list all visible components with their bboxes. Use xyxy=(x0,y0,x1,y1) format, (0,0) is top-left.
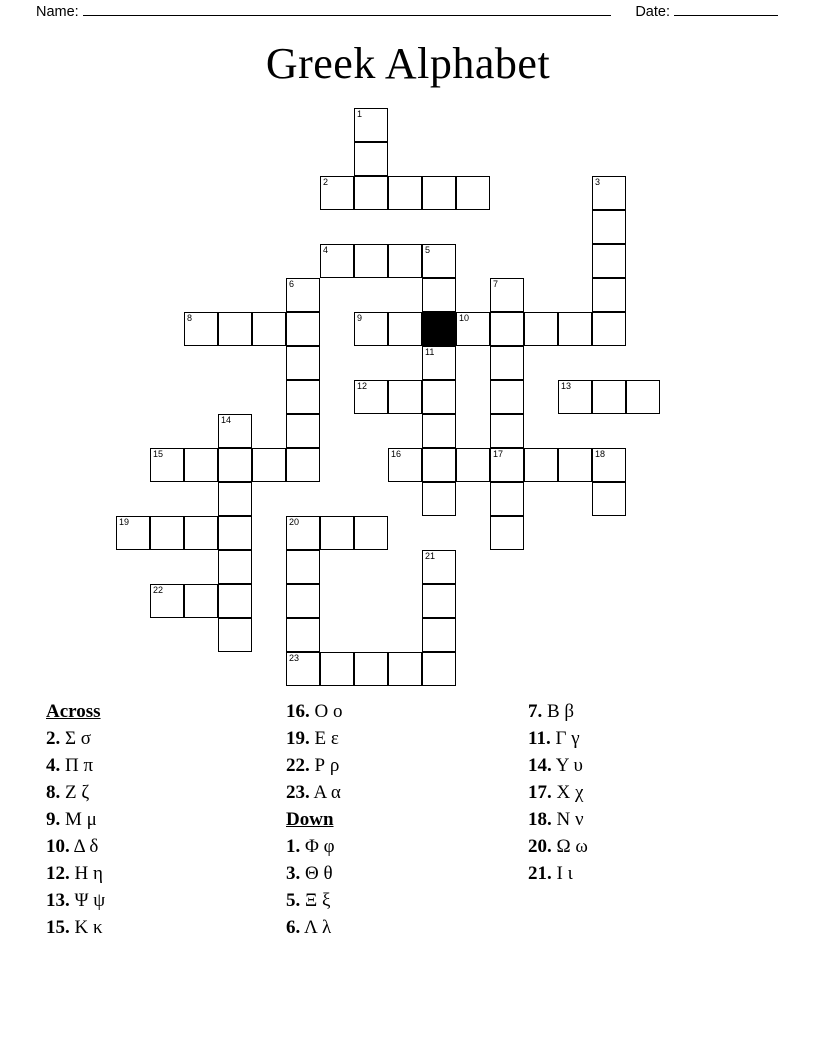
grid-cell[interactable] xyxy=(558,312,592,346)
clue-number: 2. xyxy=(46,728,61,749)
grid-cell[interactable] xyxy=(354,652,388,686)
clue-item xyxy=(286,779,516,806)
grid-cell[interactable] xyxy=(626,380,660,414)
name-write-line[interactable] xyxy=(83,15,612,16)
clue-text: Υ υ xyxy=(551,755,583,776)
grid-cell[interactable] xyxy=(286,380,320,414)
grid-cell-number: 15 xyxy=(153,449,164,459)
clue-item xyxy=(46,752,276,779)
grid-cell[interactable] xyxy=(286,278,320,312)
grid-cell-number: 4 xyxy=(323,245,329,255)
clue-item xyxy=(46,833,276,860)
grid-cell[interactable] xyxy=(320,516,354,550)
grid-cell[interactable] xyxy=(422,244,456,278)
grid-cell[interactable] xyxy=(388,244,422,278)
grid-cell-number: 23 xyxy=(289,653,300,663)
page-title: Greek Alphabet xyxy=(265,39,551,88)
clue-number: 14. xyxy=(528,755,552,776)
grid-cell[interactable] xyxy=(456,312,490,346)
clues-column-3 xyxy=(528,698,768,887)
clue-item xyxy=(286,887,516,914)
grid-cell[interactable] xyxy=(218,414,252,448)
clue-item xyxy=(46,779,276,806)
grid-cell-number: 18 xyxy=(595,449,606,459)
grid-cell[interactable] xyxy=(490,448,524,482)
grid-cell-number: 3 xyxy=(595,177,601,187)
grid-cell[interactable] xyxy=(286,414,320,448)
clue-number: 18. xyxy=(528,809,552,830)
clue-number: 7. xyxy=(528,701,543,722)
clue-text: Γ γ xyxy=(550,728,580,749)
grid-cell[interactable] xyxy=(422,618,456,652)
grid-cell[interactable] xyxy=(524,312,558,346)
grid-cell-number: 1 xyxy=(357,109,363,119)
grid-cell-number: 19 xyxy=(119,517,130,527)
clue-text: Ψ ψ xyxy=(69,890,106,911)
grid-cell[interactable] xyxy=(354,176,388,210)
grid-cell[interactable] xyxy=(490,312,524,346)
grid-cell[interactable] xyxy=(388,652,422,686)
grid-cell[interactable] xyxy=(422,176,456,210)
grid-cell[interactable] xyxy=(252,312,286,346)
grid-cell[interactable] xyxy=(456,176,490,210)
grid-cell[interactable] xyxy=(388,380,422,414)
grid-cell[interactable] xyxy=(456,448,490,482)
clues-section xyxy=(0,698,816,948)
clue-text: Φ φ xyxy=(300,836,335,857)
clue-number: 4. xyxy=(46,755,61,776)
crossword-grid[interactable] xyxy=(0,108,816,698)
grid-cell[interactable] xyxy=(286,346,320,380)
grid-cell[interactable] xyxy=(490,414,524,448)
grid-cell-number: 5 xyxy=(425,245,431,255)
grid-cell[interactable] xyxy=(286,652,320,686)
grid-cell[interactable] xyxy=(218,312,252,346)
grid-cell[interactable] xyxy=(422,380,456,414)
clue-number: 21. xyxy=(528,863,552,884)
grid-cell-number: 10 xyxy=(459,313,470,323)
clue-number: 19. xyxy=(286,728,310,749)
clue-item xyxy=(46,725,276,752)
grid-cell[interactable] xyxy=(218,482,252,516)
clue-item xyxy=(286,725,516,752)
grid-cell-number: 12 xyxy=(357,381,368,391)
grid-cell[interactable] xyxy=(592,210,626,244)
grid-cell[interactable] xyxy=(218,516,252,550)
clue-number: 5. xyxy=(286,890,301,911)
grid-cell[interactable] xyxy=(150,516,184,550)
clue-item xyxy=(286,914,516,941)
clue-number: 22. xyxy=(286,755,310,776)
grid-cell[interactable] xyxy=(354,516,388,550)
grid-cell[interactable] xyxy=(184,312,218,346)
grid-cell-number: 21 xyxy=(425,551,436,561)
clue-text: Η η xyxy=(69,863,103,884)
grid-cell[interactable] xyxy=(592,312,626,346)
grid-cell[interactable] xyxy=(490,278,524,312)
clue-number: 10. xyxy=(46,836,70,857)
grid-cell[interactable] xyxy=(422,448,456,482)
grid-cell-number: 17 xyxy=(493,449,504,459)
clue-text: Σ σ xyxy=(60,728,92,749)
across-heading: Across xyxy=(46,701,101,722)
grid-cell[interactable] xyxy=(354,142,388,176)
clue-text: Θ θ xyxy=(300,863,333,884)
grid-cell[interactable] xyxy=(422,346,456,380)
clue-number: 3. xyxy=(286,863,301,884)
grid-cell[interactable] xyxy=(524,448,558,482)
grid-cell[interactable] xyxy=(592,380,626,414)
grid-cell-number: 22 xyxy=(153,585,164,595)
grid-cell-number: 16 xyxy=(391,449,402,459)
clue-item xyxy=(528,779,768,806)
clue-number: 15. xyxy=(46,917,70,938)
grid-cell-number: 11 xyxy=(425,347,435,357)
grid-cell[interactable] xyxy=(286,312,320,346)
grid-cell[interactable] xyxy=(422,482,456,516)
grid-cell[interactable] xyxy=(558,448,592,482)
grid-cell[interactable] xyxy=(184,448,218,482)
clue-number: 13. xyxy=(46,890,70,911)
clue-item xyxy=(528,833,768,860)
grid-cell[interactable] xyxy=(422,414,456,448)
clue-number: 12. xyxy=(46,863,70,884)
clue-number: 9. xyxy=(46,809,61,830)
grid-cell[interactable] xyxy=(286,584,320,618)
clue-text: Ι ι xyxy=(551,863,573,884)
clue-number: 6. xyxy=(286,917,301,938)
grid-cell[interactable] xyxy=(490,482,524,516)
grid-cell[interactable] xyxy=(184,584,218,618)
grid-cell[interactable] xyxy=(286,448,320,482)
clue-text: Δ δ xyxy=(69,836,99,857)
clue-text: Π π xyxy=(60,755,94,776)
clue-number: 11. xyxy=(528,728,551,749)
grid-cell[interactable] xyxy=(558,380,592,414)
grid-cell[interactable] xyxy=(592,448,626,482)
grid-cell[interactable] xyxy=(490,380,524,414)
clue-item xyxy=(46,914,276,941)
grid-cell[interactable] xyxy=(490,516,524,550)
grid-cell[interactable] xyxy=(286,516,320,550)
clue-text: Ω ω xyxy=(551,836,588,857)
date-write-line[interactable] xyxy=(674,15,778,16)
grid-cell[interactable] xyxy=(388,448,422,482)
clue-text: Ο ο xyxy=(309,701,343,722)
grid-cell[interactable] xyxy=(184,516,218,550)
grid-cell-number: 13 xyxy=(561,381,572,391)
grid-cell[interactable] xyxy=(116,516,150,550)
grid-cell-blocked xyxy=(422,312,456,346)
down-heading: Down xyxy=(286,809,334,830)
grid-cell[interactable] xyxy=(422,278,456,312)
clue-item xyxy=(286,752,516,779)
clue-number: 17. xyxy=(528,782,552,803)
clue-item xyxy=(528,725,768,752)
grid-cell[interactable] xyxy=(354,108,388,142)
grid-cell[interactable] xyxy=(592,176,626,210)
grid-cell-number: 9 xyxy=(357,313,363,323)
grid-cell[interactable] xyxy=(218,618,252,652)
grid-cell[interactable] xyxy=(422,584,456,618)
grid-cell[interactable] xyxy=(320,244,354,278)
grid-cell[interactable] xyxy=(388,176,422,210)
clue-text: Κ κ xyxy=(69,917,103,938)
clue-number: 16. xyxy=(286,701,310,722)
grid-cell[interactable] xyxy=(286,550,320,584)
grid-cell[interactable] xyxy=(490,346,524,380)
grid-cell[interactable] xyxy=(286,618,320,652)
clue-text: Μ μ xyxy=(60,809,97,830)
grid-cell[interactable] xyxy=(150,448,184,482)
grid-cell-number: 6 xyxy=(289,279,295,289)
clue-number: 8. xyxy=(46,782,61,803)
clue-text: Λ λ xyxy=(300,917,332,938)
clue-item xyxy=(528,698,768,725)
clue-text: Ε ε xyxy=(309,728,339,749)
clue-item xyxy=(528,860,768,887)
clue-item xyxy=(46,860,276,887)
clues-column-1 xyxy=(46,698,276,941)
grid-cell-number: 20 xyxy=(289,517,300,527)
grid-cell-number: 7 xyxy=(493,279,499,289)
grid-cell[interactable] xyxy=(592,244,626,278)
grid-cell[interactable] xyxy=(592,278,626,312)
grid-cell-number: 14 xyxy=(221,415,232,425)
clue-item xyxy=(286,698,516,725)
clue-number: 1. xyxy=(286,836,301,857)
grid-cell[interactable] xyxy=(218,448,252,482)
clue-item xyxy=(46,806,276,833)
grid-cell-number: 2 xyxy=(323,177,329,187)
grid-cell[interactable] xyxy=(592,482,626,516)
grid-cell[interactable] xyxy=(422,652,456,686)
grid-cell[interactable] xyxy=(218,550,252,584)
clue-item xyxy=(286,860,516,887)
clue-text: Ν ν xyxy=(551,809,584,830)
clue-item xyxy=(46,887,276,914)
name-date-bar xyxy=(36,4,780,20)
grid-cell-number: 8 xyxy=(187,313,193,323)
grid-cell[interactable] xyxy=(150,584,184,618)
clue-number: 20. xyxy=(528,836,552,857)
clue-number: 23. xyxy=(286,782,310,803)
grid-cell[interactable] xyxy=(354,380,388,414)
clue-item xyxy=(286,833,516,860)
grid-cell[interactable] xyxy=(388,312,422,346)
clue-text: Ξ ξ xyxy=(300,890,331,911)
name-label: Name: xyxy=(36,4,79,20)
clue-text: Α α xyxy=(309,782,341,803)
clue-text: Ρ ρ xyxy=(309,755,340,776)
grid-cell[interactable] xyxy=(218,584,252,618)
clue-text: Ζ ζ xyxy=(60,782,90,803)
clue-text: Χ χ xyxy=(551,782,584,803)
clue-item xyxy=(528,752,768,779)
grid-cell[interactable] xyxy=(320,652,354,686)
clue-item xyxy=(528,806,768,833)
grid-cell[interactable] xyxy=(422,550,456,584)
date-label: Date: xyxy=(635,4,670,20)
grid-cell[interactable] xyxy=(354,312,388,346)
clues-column-2 xyxy=(286,698,516,941)
grid-cell[interactable] xyxy=(320,176,354,210)
clue-text: Β β xyxy=(542,701,575,722)
grid-cell[interactable] xyxy=(252,448,286,482)
grid-cell[interactable] xyxy=(354,244,388,278)
